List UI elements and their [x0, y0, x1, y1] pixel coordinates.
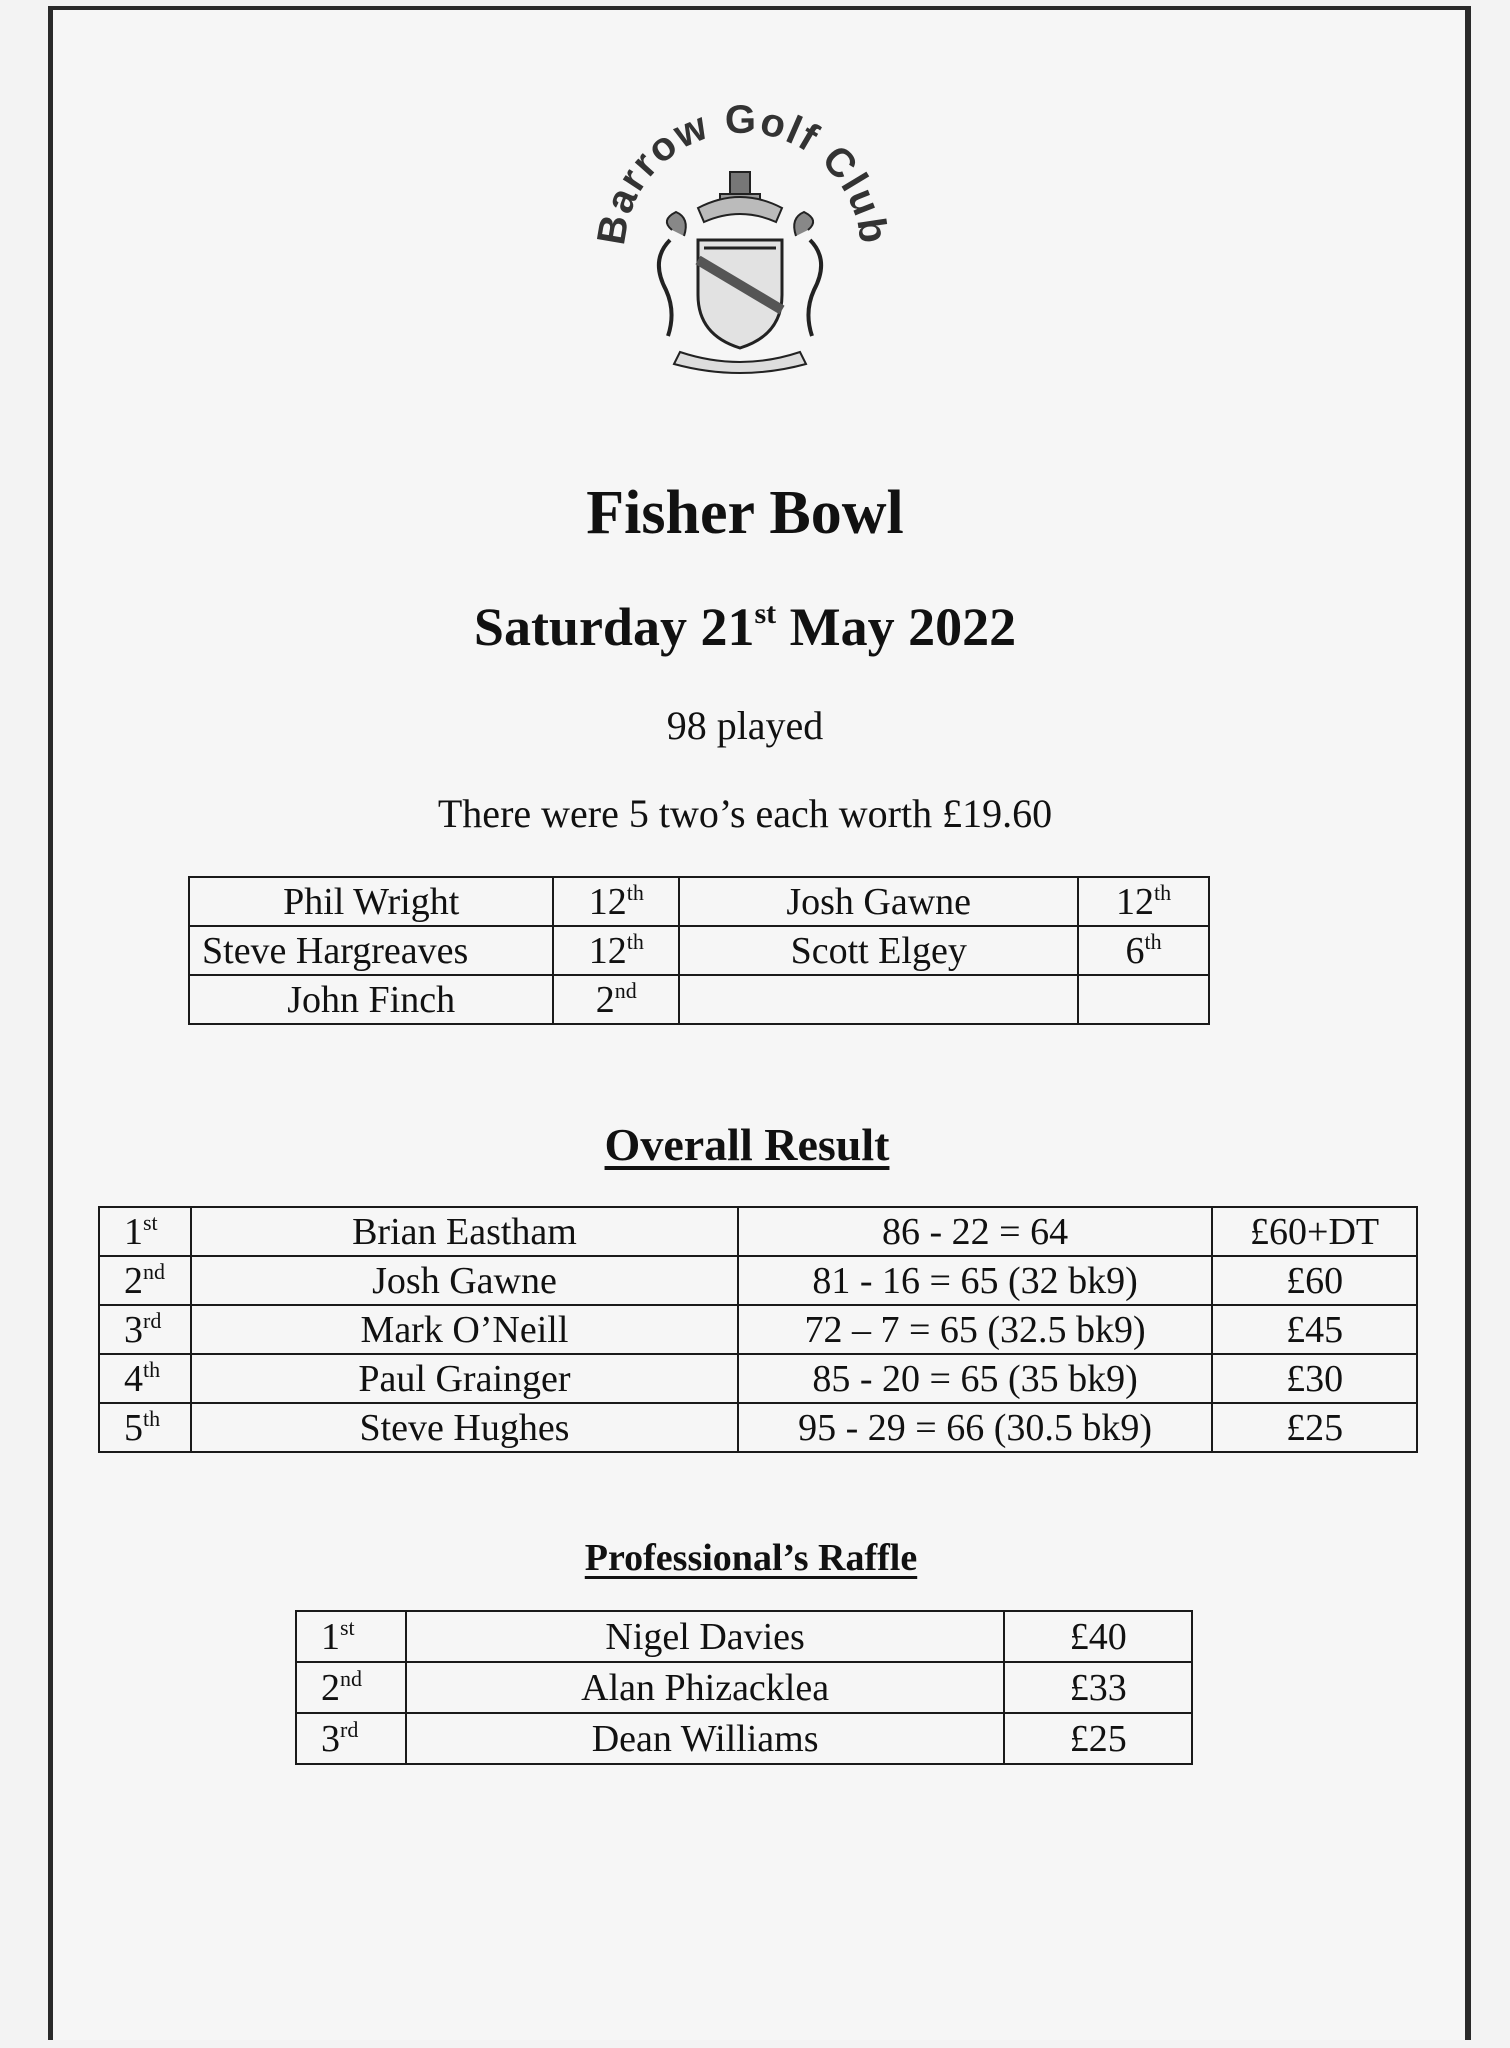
table-row — [99, 1305, 1417, 1354]
table-row — [99, 1256, 1417, 1305]
player-name: Mark O’Neill — [191, 1305, 738, 1354]
prize: £60+DT — [1212, 1207, 1417, 1256]
table-row — [189, 877, 1209, 926]
prize: £25 — [1212, 1403, 1417, 1452]
player-name: Scott Elgey — [679, 926, 1078, 975]
table-row — [189, 975, 1209, 1024]
score: 85 - 20 = 65 (35 bk9) — [738, 1354, 1212, 1403]
raffle-table — [295, 1610, 1193, 1765]
twos-table — [188, 876, 1210, 1025]
player-name — [679, 975, 1078, 1024]
twos-summary: There were 5 two’s each worth £19.60 — [437, 791, 1053, 836]
overall-result-heading: Overall Result — [604, 1119, 890, 1170]
score: 95 - 29 = 66 (30.5 bk9) — [738, 1403, 1212, 1452]
table-row — [296, 1713, 1192, 1764]
club-crest-logo — [580, 90, 900, 380]
hole-number: 12th — [553, 877, 679, 926]
position: 2nd — [296, 1662, 406, 1713]
table-row — [99, 1354, 1417, 1403]
hole-number: 12th — [1078, 877, 1209, 926]
hole-number — [1078, 975, 1209, 1024]
position: 2nd — [99, 1256, 191, 1305]
table-row — [189, 926, 1209, 975]
table-row — [296, 1611, 1192, 1662]
overall-result-table — [98, 1206, 1418, 1453]
player-name: Phil Wright — [189, 877, 553, 926]
player-name: Steve Hughes — [191, 1403, 738, 1452]
player-name: Paul Grainger — [191, 1354, 738, 1403]
logo-lettering: Barrow Golf Club — [589, 97, 896, 248]
player-name: Josh Gawne — [679, 877, 1078, 926]
position: 1st — [99, 1207, 191, 1256]
prize: £30 — [1212, 1354, 1417, 1403]
players-count: 98 played — [666, 703, 824, 748]
raffle-heading: Professional’s Raffle — [584, 1537, 918, 1579]
winner-name: Alan Phizacklea — [406, 1662, 1005, 1713]
page-title: Fisher Bowl — [586, 479, 904, 547]
position: 1st — [296, 1611, 406, 1662]
prize: £33 — [1004, 1662, 1192, 1713]
hole-number: 2nd — [553, 975, 679, 1024]
prize: £45 — [1212, 1305, 1417, 1354]
position: 3rd — [99, 1305, 191, 1354]
score: 86 - 22 = 64 — [738, 1207, 1212, 1256]
prize: £25 — [1004, 1713, 1192, 1764]
winner-name: Dean Williams — [406, 1713, 1005, 1764]
hole-number: 12th — [553, 926, 679, 975]
winner-name: Nigel Davies — [406, 1611, 1005, 1662]
prize: £60 — [1212, 1256, 1417, 1305]
position: 3rd — [296, 1713, 406, 1764]
position: 5th — [99, 1403, 191, 1452]
table-row — [99, 1207, 1417, 1256]
player-name: John Finch — [189, 975, 553, 1024]
score: 81 - 16 = 65 (32 bk9) — [738, 1256, 1212, 1305]
hole-number: 6th — [1078, 926, 1209, 975]
event-date: Saturday 21st May 2022 — [473, 597, 1017, 657]
table-row — [296, 1662, 1192, 1713]
player-name: Steve Hargreaves — [189, 926, 553, 975]
prize: £40 — [1004, 1611, 1192, 1662]
position: 4th — [99, 1354, 191, 1403]
player-name: Josh Gawne — [191, 1256, 738, 1305]
player-name: Brian Eastham — [191, 1207, 738, 1256]
table-row — [99, 1403, 1417, 1452]
score: 72 – 7 = 65 (32.5 bk9) — [738, 1305, 1212, 1354]
